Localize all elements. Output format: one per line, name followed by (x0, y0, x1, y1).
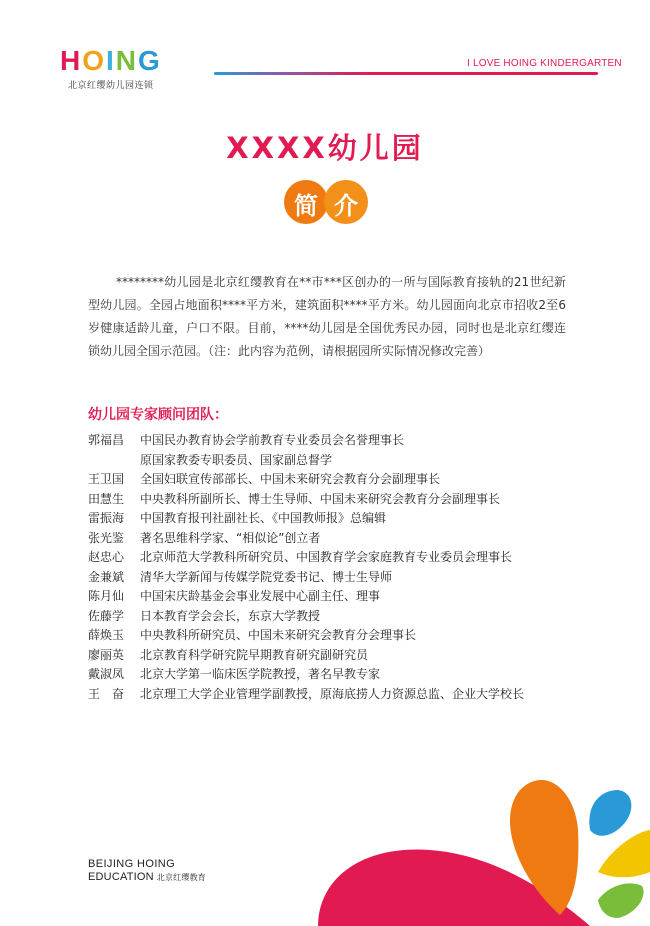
advisor-name: 戴淑凤 (88, 667, 125, 682)
blue-petal-shape (589, 790, 631, 836)
footer-line2 (88, 871, 206, 883)
advisor-role: 中央教科所副所长、博士生导师、中国未来研究会教育分会副理事长 (140, 491, 501, 506)
red-petal-shape (318, 850, 590, 926)
advisors-list (88, 430, 588, 703)
advisor-name: 佐藤学 (88, 608, 125, 623)
badge-char: 介 (334, 192, 358, 220)
yellow-petal-shape (598, 830, 650, 877)
logo-letter: G (138, 45, 160, 76)
footer-line2-en: EDUCATION (88, 871, 154, 883)
advisor-row (88, 567, 588, 587)
footer-brand (88, 858, 206, 883)
advisor-name: 郭福昌 (88, 433, 125, 448)
advisor-role: 清华大学新闻与传媒学院党委书记、博士生导师 (140, 569, 393, 584)
advisor-row (88, 508, 588, 528)
section-badge (284, 180, 370, 224)
advisor-role: 北京教育科学研究院早期教育研究副研究员 (140, 647, 369, 662)
advisor-name: 薛焕玉 (88, 628, 125, 643)
advisor-name: 王 奋 (88, 686, 125, 701)
advisor-row (88, 625, 588, 645)
advisor-row (88, 547, 588, 567)
advisor-role: 中国教育报刊社副社长、《中国教师报》总编辑 (140, 511, 387, 526)
advisor-row (88, 664, 588, 684)
footer-line2-cn: 北京红缨教育 (156, 873, 206, 882)
advisor-name: 雷振海 (88, 511, 125, 526)
advisor-row (88, 645, 588, 665)
advisor-role: 日本教育学会会长，东京大学教授 (140, 608, 321, 623)
page-title: XXXX幼儿园 (226, 131, 424, 165)
advisor-role: 全国妇联宣传部部长、中国未来研究会教育分会副理事长 (140, 472, 441, 487)
logo-letters (60, 46, 185, 76)
advisor-row (88, 586, 588, 606)
logo-letter: I (106, 45, 114, 76)
advisor-role: 北京师范大学教科所研究员、中国教育学会家庭教育专业委员会理事长 (140, 550, 513, 565)
advisor-role: 北京大学第一临床医学院教授，著名早教专家 (140, 667, 381, 682)
advisor-name: 赵忠心 (88, 550, 125, 565)
advisor-row (88, 684, 588, 704)
badge-char: 简 (294, 192, 318, 220)
advisor-name: 陈月仙 (88, 589, 125, 604)
advisor-row (88, 606, 588, 626)
advisor-row (88, 450, 588, 470)
advisor-role: 北京理工大学企业管理学副教授，原海底捞人力资源总监、企业大学校长 (140, 686, 525, 701)
advisor-role: 中国宋庆龄基金会事业发展中心副主任、理事 (140, 589, 381, 604)
advisor-name: 田慧生 (88, 491, 125, 506)
advisor-row (88, 528, 588, 548)
advisor-name: 廖丽英 (88, 647, 125, 662)
advisor-role: 原国家教委专职委员、国家副总督学 (140, 452, 333, 467)
advisor-name: 王卫国 (88, 472, 125, 487)
advisor-role: 中国民办教育协会学前教育专业委员会名誉理事长 (140, 433, 405, 448)
advisor-name: 张光鉴 (88, 530, 125, 545)
advisors-heading: 幼儿园专家顾问团队： (88, 407, 228, 423)
intro-paragraph: ********幼儿园是北京红缨教育在**市***区创办的一所与国际教育接轨的21世纪新型幼儿园。全园占地面积****平方米，建筑面积****平方米。幼儿园面向北京市招收2至6岁健康适龄儿童，户口不限。目前，****幼儿园是全国优秀民办园，同时也是北京红缨连锁幼儿园全国示范园。（注：此内容为范例，请根据园所实际情况修改完善） (88, 275, 566, 358)
advisor-row (88, 430, 588, 450)
logo-letter: N (115, 45, 137, 76)
header-divider (214, 72, 598, 75)
logo-letter: O (82, 45, 105, 76)
logo-letter: H (60, 45, 81, 76)
orange-petal-shape (510, 780, 578, 915)
advisor-name: 金兼斌 (88, 569, 125, 584)
advisor-role: 著名思维科学家、“相似论”创立者 (140, 530, 321, 545)
green-petal-shape (598, 883, 644, 918)
advisor-row (88, 469, 588, 489)
advisor-row (88, 489, 588, 509)
footer-line1: BEIJING HOING (88, 858, 176, 870)
header-tagline: I LOVE HOING KINDERGARTEN (467, 58, 622, 69)
advisor-role: 中央教科所研究员、中国未来研究会教育分会理事长 (140, 628, 417, 643)
logo-subtitle: 北京红缨幼儿园连锁 (68, 81, 154, 91)
hoing-logo (60, 46, 185, 91)
